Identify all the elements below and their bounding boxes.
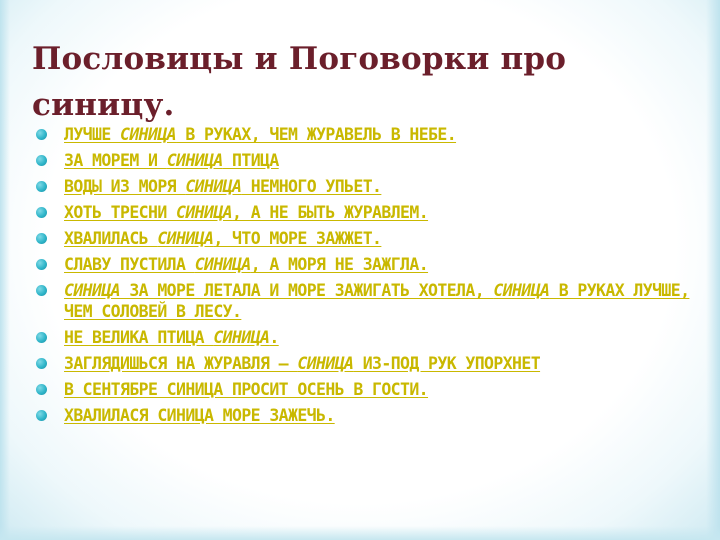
proverb-keyword: СИНИЦА bbox=[194, 255, 251, 274]
proverb-keyword: СИНИЦА bbox=[185, 177, 242, 196]
proverb-text: В СЕНТЯБРЕ СИНИЦА ПРОСИТ ОСЕНЬ В ГОСТИ. bbox=[64, 380, 429, 399]
proverb-item bbox=[36, 254, 700, 275]
proverb-keyword: СИНИЦА bbox=[493, 281, 550, 300]
proverb-keyword: СИНИЦА bbox=[176, 203, 233, 222]
proverb-keyword: СИНИЦА bbox=[120, 125, 177, 144]
proverb-text: ХВАЛИЛАСЬ bbox=[64, 229, 158, 248]
bullet-dot-icon bbox=[36, 384, 47, 395]
proverb-item bbox=[36, 124, 700, 145]
proverb-keyword: СИНИЦА bbox=[166, 151, 223, 170]
bullet-dot-icon bbox=[36, 207, 47, 218]
bullet-dot-icon bbox=[36, 155, 47, 166]
bullet-dot-icon bbox=[36, 233, 47, 244]
proverb-item bbox=[36, 405, 700, 426]
proverb-text: НЕ ВЕЛИКА ПТИЦА bbox=[64, 328, 214, 347]
proverb-item bbox=[36, 379, 700, 400]
proverb-list bbox=[36, 124, 700, 431]
proverb-item bbox=[36, 280, 700, 322]
proverb-text: В РУКАХ, ЧЕМ ЖУРАВЕЛЬ В НЕБЕ. bbox=[176, 125, 457, 144]
proverb-text: , А НЕ БЫТЬ ЖУРАВЛЕМ. bbox=[232, 203, 429, 222]
proverb-text: ЛУЧШЕ bbox=[64, 125, 121, 144]
bullet-dot-icon bbox=[36, 358, 47, 369]
proverb-item bbox=[36, 150, 700, 171]
proverb-keyword: СИНИЦА bbox=[64, 281, 121, 300]
proverb-text: ВОДЫ ИЗ МОРЯ bbox=[64, 177, 186, 196]
proverb-text: ЗАГЛЯДИШЬСЯ НА ЖУРАВЛЯ — bbox=[64, 354, 298, 373]
proverb-text: ПТИЦА bbox=[222, 151, 279, 170]
proverb-item bbox=[36, 176, 700, 197]
bottom-edge-glow bbox=[0, 526, 720, 540]
proverb-item bbox=[36, 353, 700, 374]
bullet-dot-icon bbox=[36, 181, 47, 192]
proverb-text: ЗА МОРЕ ЛЕТАЛА И МОРЕ ЗАЖИГАТЬ ХОТЕЛА, bbox=[120, 281, 494, 300]
right-edge-glow bbox=[706, 0, 720, 540]
bullet-dot-icon bbox=[36, 285, 47, 296]
proverb-text: ХВАЛИЛАСЯ СИНИЦА МОРЕ ЗАЖЕЧЬ. bbox=[64, 406, 335, 425]
proverb-keyword: СИНИЦА bbox=[157, 229, 214, 248]
proverb-item bbox=[36, 228, 700, 249]
bullet-dot-icon bbox=[36, 410, 47, 421]
proverb-text: ХОТЬ ТРЕСНИ bbox=[64, 203, 177, 222]
proverb-text: НЕМНОГО УПЬЕТ. bbox=[241, 177, 382, 196]
proverb-text: СЛАВУ ПУСТИЛА bbox=[64, 255, 195, 274]
proverb-text: ЗА МОРЕМ И bbox=[64, 151, 167, 170]
proverb-keyword: СИНИЦА bbox=[297, 354, 354, 373]
bullet-dot-icon bbox=[36, 259, 47, 270]
proverb-item bbox=[36, 202, 700, 223]
proverb-text: В РУКАХ ЛУЧШЕ, ЧЕМ СОЛОВЕЙ В ЛЕСУ. bbox=[64, 281, 690, 321]
proverb-text: ИЗ-ПОД РУК УПОРХНЕТ bbox=[353, 354, 541, 373]
proverb-text: . bbox=[269, 328, 279, 347]
bullet-dot-icon bbox=[36, 332, 47, 343]
proverb-text: , ЧТО МОРЕ ЗАЖЖЕТ. bbox=[213, 229, 382, 248]
proverb-item bbox=[36, 327, 700, 348]
slide-title: Пословицы и Поговорки про синицу. bbox=[32, 41, 567, 123]
proverb-text: , А МОРЯ НЕ ЗАЖГЛА. bbox=[250, 255, 429, 274]
left-edge-glow bbox=[0, 0, 10, 540]
bullet-dot-icon bbox=[36, 129, 47, 140]
proverb-keyword: СИНИЦА bbox=[213, 328, 270, 347]
